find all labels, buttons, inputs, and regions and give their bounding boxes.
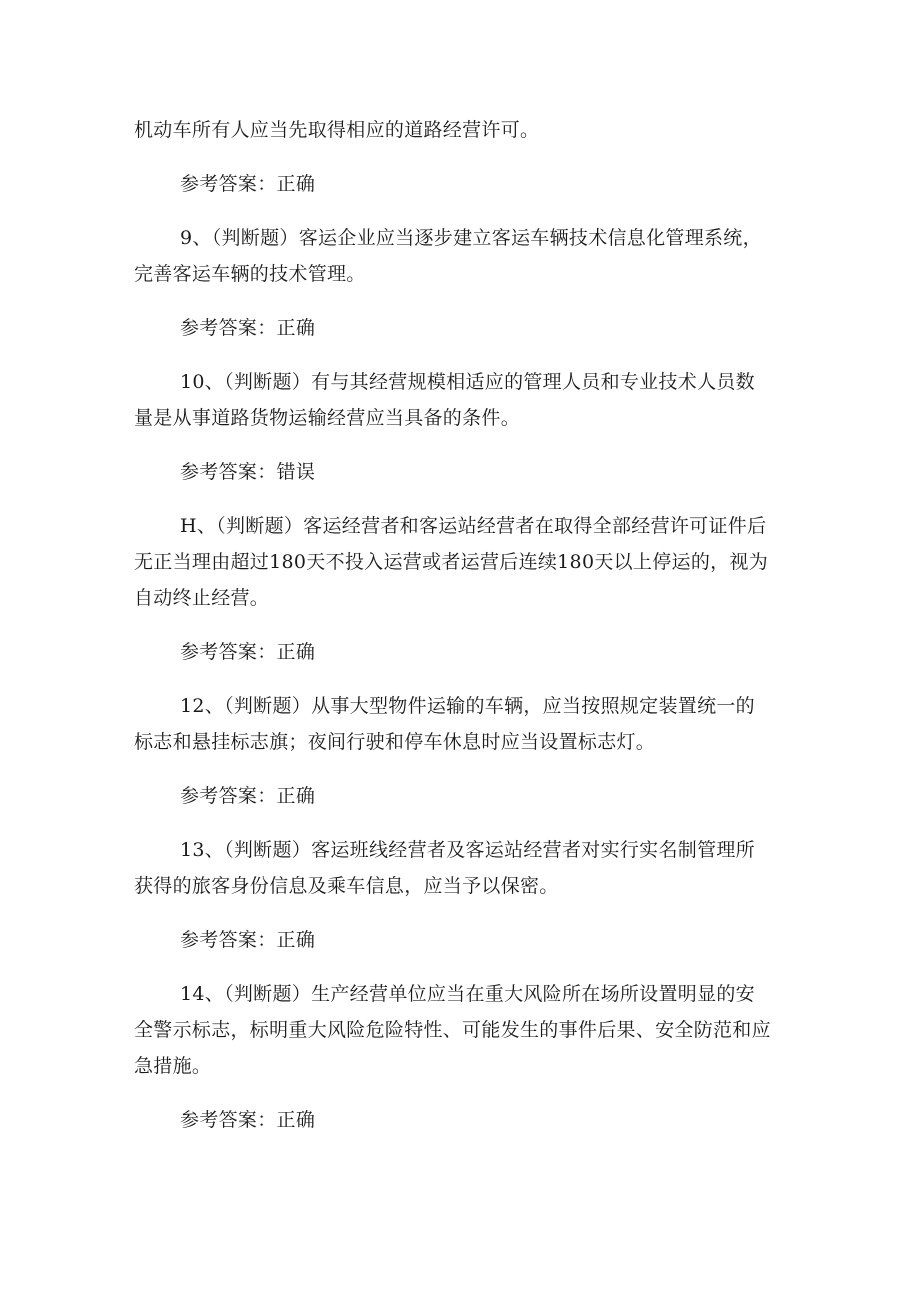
answer-8 (134, 166, 796, 202)
answer-label: 参考答案： (180, 641, 277, 663)
question-text-line: 急措施。 (134, 1055, 212, 1077)
answer-value: 正确 (276, 1109, 316, 1131)
question-10 (134, 364, 796, 436)
answer-value: 正确 (276, 641, 316, 663)
answer-value: 正确 (276, 317, 316, 339)
answer-label: 参考答案： (180, 173, 277, 195)
question-text-line: 无正当理由超过180天不投入运营或者运营后连续180天以上停运的，视为 (134, 551, 769, 573)
question-text-line: 9、（判断题）客运企业应当逐步建立客运车辆技术信息化管理系统， (180, 227, 762, 249)
question-text-line: H、（判断题）客运经营者和客运站经营者在取得全部经营许可证件后 (180, 515, 767, 537)
question-8-continuation: 机动车所有人应当先取得相应的道路经营许可。 (134, 119, 540, 141)
answer-13 (134, 922, 796, 958)
answer-label: 参考答案： (180, 785, 277, 807)
question-text-line: 10、（判断题）有与其经营规模相适应的管理人员和专业技术人员数 (180, 371, 755, 393)
question-text-line: 量是从事道路货物运输经营应当具备的条件。 (134, 407, 521, 429)
question-text-line: 自动终止经营。 (134, 587, 270, 609)
answer-value: 错误 (276, 461, 316, 483)
answer-value: 正确 (276, 929, 316, 951)
answer-label: 参考答案： (180, 1109, 277, 1131)
question-13 (134, 832, 796, 904)
answer-value: 正确 (276, 173, 316, 195)
answer-label: 参考答案： (180, 461, 277, 483)
question-text-line: 完善客运车辆的技术管理。 (134, 263, 366, 285)
question-12 (134, 688, 796, 760)
question-text-line: 13、（判断题）客运班线经营者及客运站经营者对实行实名制管理所 (180, 839, 755, 861)
question-14 (134, 976, 796, 1084)
question-text-line: 14、（判断题）生产经营单位应当在重大风险所在场所设置明显的安 (180, 983, 755, 1005)
answer-label: 参考答案： (180, 317, 277, 339)
answer-value: 正确 (276, 785, 316, 807)
answer-9 (134, 310, 796, 346)
question-11 (134, 508, 796, 616)
answer-12 (134, 778, 796, 814)
question-text-line: 标志和悬挂标志旗；夜间行驶和停车休息时应当设置标志灯。 (134, 731, 656, 753)
question-text-line: 全警示标志，标明重大风险危险特性、可能发生的事件后果、安全防范和应 (134, 1019, 771, 1041)
question-9 (134, 220, 796, 292)
question-text-line: 获得的旅客身份信息及乘车信息，应当予以保密。 (134, 875, 559, 897)
answer-label: 参考答案： (180, 929, 277, 951)
answer-10 (134, 454, 796, 490)
document-page (134, 112, 796, 1156)
question-text-line: 12、（判断题）从事大型物件运输的车辆，应当按照规定装置统一的 (180, 695, 755, 717)
answer-14 (134, 1102, 796, 1138)
answer-11 (134, 634, 796, 670)
